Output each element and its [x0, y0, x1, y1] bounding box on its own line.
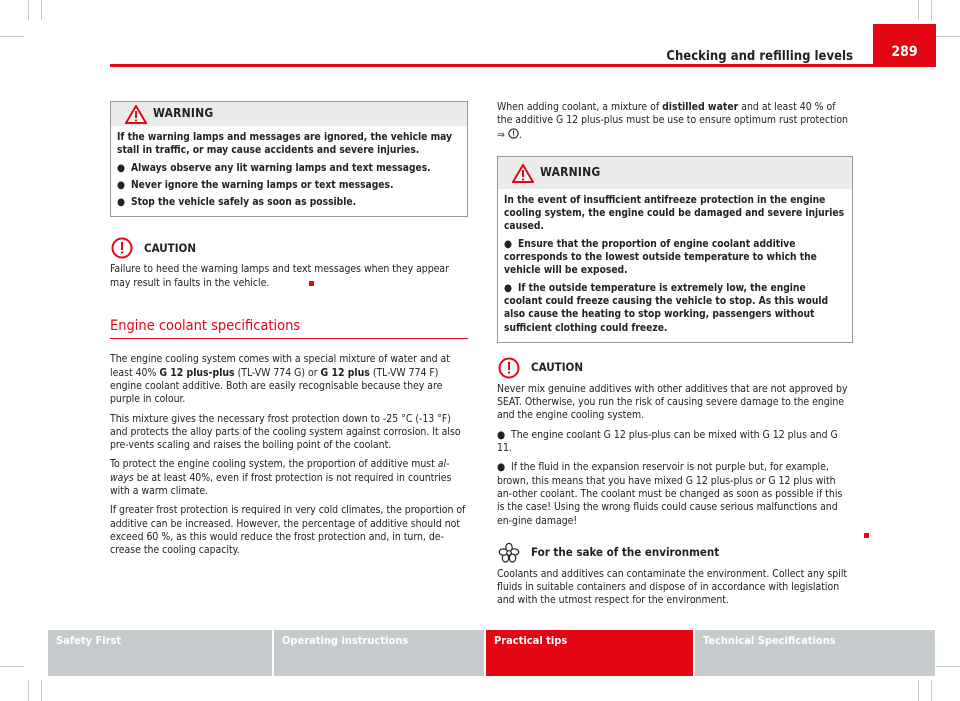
caution-icon	[110, 237, 134, 259]
crop-mark	[931, 680, 932, 701]
crop-mark	[41, 0, 42, 20]
caution-header	[110, 237, 468, 259]
warning-body	[111, 126, 467, 216]
caution-bullet: ● If the fluid in the expansion reservoir is not purple but, for example, brown, this means that you have mixed G 12 plus-plus or G 12 plus with an-other coolant. The coolant must be changed as soon as possible if this is the case! Using the wrong fluids could cause serious malfunctions and en-gine damage!	[497, 461, 843, 527]
warning-bullet: ● Never ignore the warning lamps or text messages.	[117, 179, 394, 191]
crop-mark	[28, 0, 29, 20]
crop-mark	[936, 36, 960, 37]
warning-box	[110, 101, 468, 217]
paragraph: To protect the engine cooling system, the proportion of additive must al-ways be at least 40%, even if frost protection is not required in countries with a warm climate.	[110, 458, 452, 498]
warning-triangle-icon	[125, 105, 147, 124]
crop-mark	[0, 36, 24, 37]
environment-header	[497, 542, 851, 564]
warning-bullet: ● Stop the vehicle safely as soon as possible.	[117, 197, 357, 209]
crop-mark	[918, 680, 919, 701]
caution-bullet: ● The engine coolant G 12 plus-plus can be mixed with G 12 plus and G 11.	[497, 428, 838, 455]
warning-bullet: ● If the outside temperature is extremely low, the engine coolant could freeze causing the vehicle to stop. As this would also cause the heating to stop working, passengers without sufficient clothing could freeze.	[504, 282, 829, 334]
environment-title: For the sake of the environment	[531, 545, 720, 560]
warning-box	[497, 156, 853, 343]
footer-tab-technical-specifications[interactable]: Technical Specifications	[695, 630, 935, 676]
warning-body	[498, 189, 852, 342]
warning-bullet: ● Ensure that the proportion of engine coolant additive corresponds to the lowest outside temperature to which the vehicle will be exposed.	[504, 238, 817, 277]
crop-mark	[931, 0, 932, 20]
warning-triangle-icon	[512, 164, 534, 183]
paragraph: When adding coolant, a mixture of distilled water and at least 40 % of the additive G 12 plus-plus must be use to ensure optimum rust protection ⇒ .	[497, 101, 848, 141]
warning-header	[111, 102, 467, 126]
header-rule	[110, 64, 936, 67]
paragraph: This mixture gives the necessary frost protection down to -25 °C (-13 °F) and protects the alloy parts of the cooling system against corrosion. It also pre-vents scaling and raises the boiling point of the coolant.	[110, 412, 461, 452]
caution-icon	[497, 357, 521, 379]
crop-mark	[0, 666, 24, 667]
warning-title: WARNING	[540, 165, 601, 180]
warning-bullet: ● Always observe any lit warning lamps and text messages.	[117, 162, 431, 174]
caution-text: Never mix genuine additives with other additives that are not approved by SEAT. Otherwise, you run the risk of causing severe damage to the engine and the engine cooling system.	[497, 382, 848, 422]
caution-ref-icon[interactable]	[508, 128, 519, 139]
page-number: 289	[873, 24, 936, 64]
section-title: Engine coolant specifications	[110, 320, 468, 339]
crop-mark	[936, 666, 960, 667]
crop-mark	[918, 0, 919, 20]
footer-tab-practical-tips[interactable]: Practical tips	[486, 630, 693, 676]
caution-title: CAUTION	[531, 360, 584, 375]
end-marker	[309, 281, 314, 286]
footer-tab-operating-instructions[interactable]: Operating instructions	[274, 630, 484, 676]
environment-text: Coolants and additives can contaminate the environment. Collect any spilt fluids in suitable containers and dispose of in accordance with legislation and with the utmost respect for the environment.	[497, 567, 848, 607]
paragraph: The engine cooling system comes with a special mixture of water and at least 40% G 12 plus-plus (TL-VW 774 G) or G 12 plus (TL-VW 774 F) engine coolant additive. Both are easily recognisable because they are purple in colour.	[110, 353, 450, 406]
end-marker	[864, 533, 869, 538]
warning-header	[498, 157, 852, 189]
warning-title: WARNING	[153, 106, 214, 121]
warning-intro: In the event of insufficient antifreeze protection in the engine cooling system, the engine could be damaged and severe injuries caused.	[504, 194, 845, 233]
caution-text: Failure to heed the warning lamps and text messages when they appear may result in faults in the vehicle.	[110, 263, 449, 289]
left-column	[110, 101, 468, 564]
page-header-title: Checking and refilling levels	[666, 49, 853, 64]
crop-mark	[28, 680, 29, 701]
flower-icon	[497, 542, 521, 564]
caution-header	[497, 357, 851, 379]
paragraph: If greater frost protection is required in very cold climates, the proportion of additive can be increased. However, the percentage of additive should not exceed 60 %, as this would reduce the frost protection and, in turn, de-crease the cooling capacity.	[110, 504, 466, 557]
warning-intro: If the warning lamps and messages are ignored, the vehicle may stall in traffic, or may cause accidents and severe injuries.	[117, 132, 452, 157]
crop-mark	[41, 680, 42, 701]
right-column	[497, 101, 851, 614]
caution-title: CAUTION	[144, 240, 197, 255]
footer-tab-safety-first[interactable]: Safety First	[48, 630, 272, 676]
